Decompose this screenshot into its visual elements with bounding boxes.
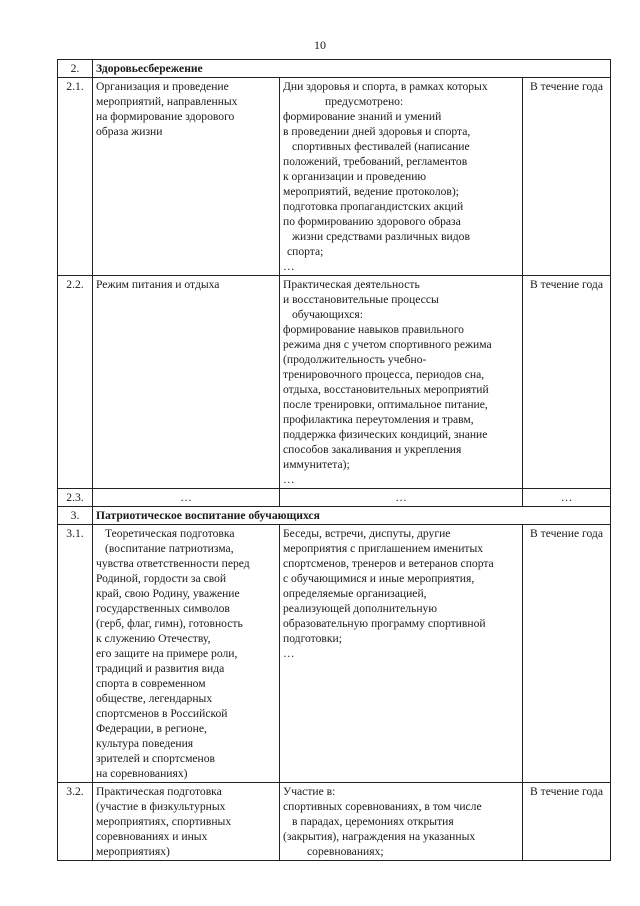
section-row-2 [58, 60, 611, 78]
row-name: … [93, 489, 280, 507]
section-number: 3. [58, 507, 93, 525]
table-row-2-3 [58, 489, 611, 507]
row-date: В течение года [523, 276, 611, 489]
row-number: 2.1. [58, 78, 93, 276]
row-date: … [523, 489, 611, 507]
row-number: 3.1. [58, 525, 93, 783]
row-date: В течение года [523, 525, 611, 783]
row-date: В течение года [523, 783, 611, 861]
table-row-2-1 [58, 78, 611, 276]
section-number: 2. [58, 60, 93, 78]
row-number: 3.2. [58, 783, 93, 861]
row-content: Практическая деятельность и восстановительные процессы обучающихся: формирование навыков правильного режима дня с учетом спортивного режима (продолжительность учебно- тренировочного процесса, периодов сна, отдыха, восстановительных мероприятий после тренировки, оптимальное питание, профилактика переутомления и травм, поддержка физических кондиций, знание способов закаливания и укрепления иммунитета); … [280, 276, 523, 489]
row-number: 2.2. [58, 276, 93, 489]
row-name: Организация и проведение мероприятий, направленных на формирование здорового образа жизни [93, 78, 280, 276]
row-name: Режим питания и отдыха [93, 276, 280, 489]
section-title: Патриотическое воспитание обучающихся [93, 507, 611, 525]
row-number: 2.3. [58, 489, 93, 507]
section-row-3 [58, 507, 611, 525]
table-row-3-2 [58, 783, 611, 861]
row-name: Практическая подготовка (участие в физкультурных мероприятиях, спортивных соревнованиях и иных мероприятиях) [93, 783, 280, 861]
row-content: Дни здоровья и спорта, в рамках которых предусмотрено: формирование знаний и умений в проведении дней здоровья и спорта, спортивных фестивалей (написание положений, требований, регламентов к организации и проведению мероприятий, ведение протоколов); подготовка пропагандистских акций по формированию здорового образа жизни средствами различных видов спорта; … [280, 78, 523, 276]
page-number: 10 [314, 38, 326, 52]
row-date: В течение года [523, 78, 611, 276]
row-name: Теоретическая подготовка (воспитание патриотизма, чувства ответственности перед Родиной, гордости за свой край, свою Родину, уважение государственных символов (герб, флаг, гимн), готовность к служению Отечеству, его защите на примере роли, традиций и развития вида спорта в современном обществе, легендарных спортсменов в Российской Федерации, в регионе, культура поведения зрителей и спортсменов на соревнованиях) [93, 525, 280, 783]
row-content: Участие в: спортивных соревнованиях, в том числе в парадах, церемониях открытия (закрытия), награждения на указанных соревнованиях; [280, 783, 523, 861]
program-table [57, 59, 611, 861]
table-row-2-2 [58, 276, 611, 489]
row-content: Беседы, встречи, диспуты, другие мероприятия с приглашением именитых спортсменов, тренеров и ветеранов спорта с обучающимися и иные мероприятия, определяемые организацией, реализующей дополнительную образовательную программу спортивной подготовки; … [280, 525, 523, 783]
section-title: Здоровьесбережение [93, 60, 611, 78]
row-content: … [280, 489, 523, 507]
table-row-3-1 [58, 525, 611, 783]
